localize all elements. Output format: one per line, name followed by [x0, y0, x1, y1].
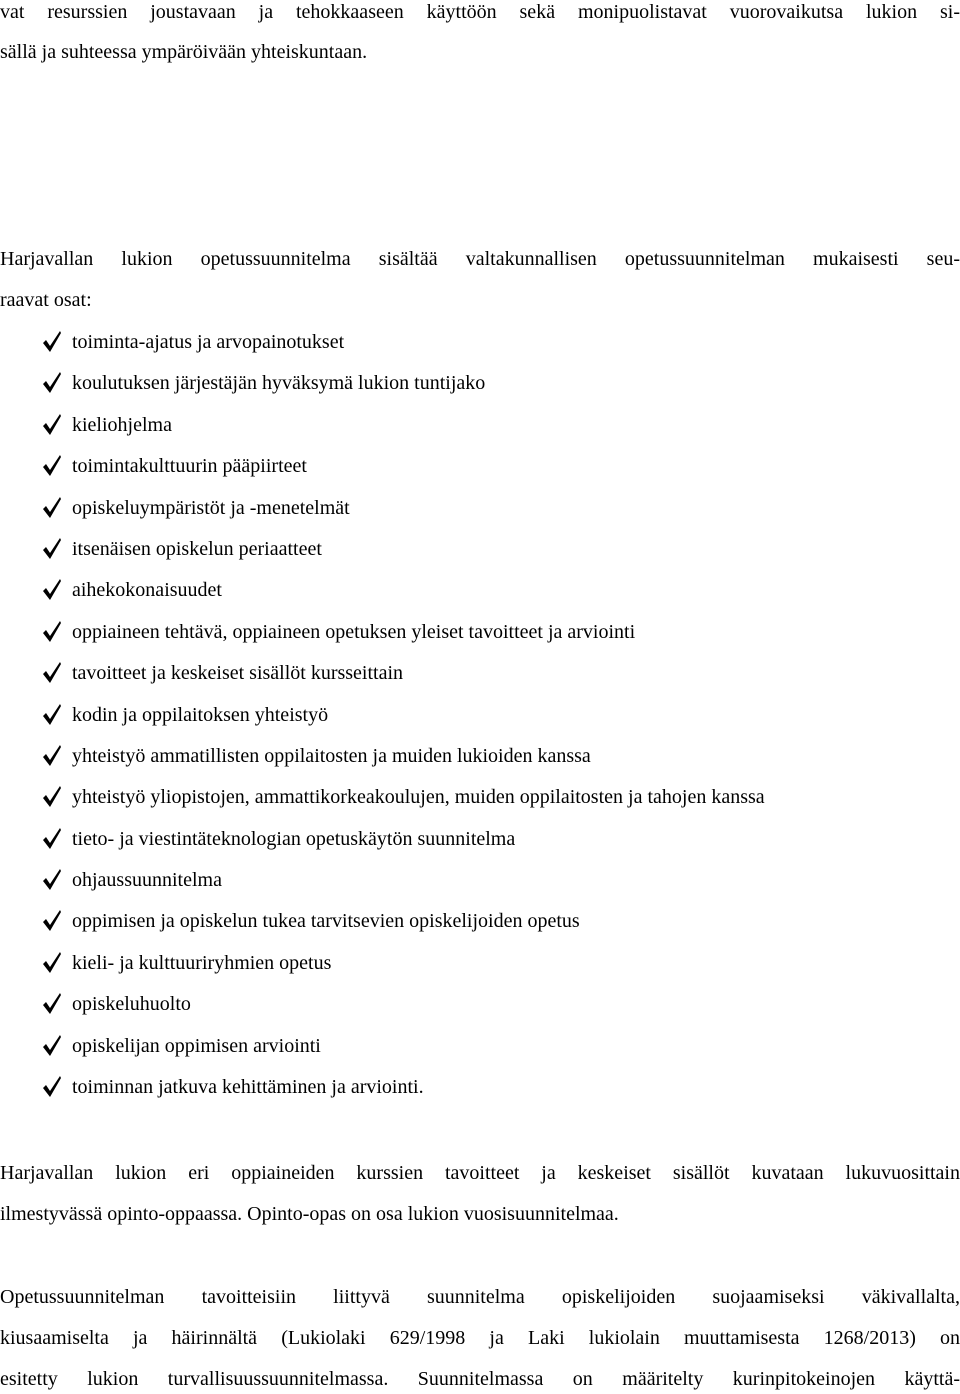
- list-item-text: yhteistyö ammatillisten oppilaitosten ja muiden lukioiden kanssa: [72, 744, 591, 767]
- checkmark-icon: [42, 826, 62, 852]
- checkmark-icon: [42, 660, 62, 686]
- checkmark-icon: [42, 743, 62, 769]
- list-item-text: kieliohjelma: [72, 413, 172, 436]
- list-item-text: yhteistyö yliopistojen, ammattikorkeakoulujen, muiden oppilaitosten ja tahojen kanssa: [72, 786, 765, 809]
- checkmark-icon: [42, 702, 62, 728]
- safety-line-3: esitetty lukion turvallisuussuunnitelmassa. Suunnitelmassa on määritelty kurinpitokeinojen käyttä-: [0, 1368, 960, 1390]
- checkmark-icon: [42, 619, 62, 645]
- checkmark-icon: [42, 991, 62, 1017]
- checkmark-icon: [42, 495, 62, 521]
- contents-intro-line-1: Harjavallan lukion opetussuunnitelma sisältää valtakunnallisen opetussuunnitelman mukaisesti seu-: [0, 248, 960, 270]
- safety-line-1: Opetussuunnitelman tavoitteisiin liittyvä suunnitelma opiskelijoiden suojaamiseksi väkivallalta,: [0, 1286, 960, 1308]
- list-item-text: opiskeluhuolto: [72, 993, 191, 1016]
- courses-line-1: Harjavallan lukion eri oppiaineiden kurssien tavoitteet ja keskeiset sisällöt kuvataan lukuvuosittain: [0, 1162, 960, 1184]
- intro-line-2: sällä ja suhteessa ympäröivään yhteiskuntaan.: [0, 41, 368, 63]
- safety-line-2: kiusaamiselta ja häirinnältä (Lukiolaki 629/1998 ja Laki lukiolain muuttamisesta 1268/2013) on: [0, 1327, 960, 1349]
- list-item-text: toiminta-ajatus ja arvopainotukset: [72, 331, 345, 353]
- list-item-text: kodin ja oppilaitoksen yhteistyö: [72, 703, 329, 726]
- list-item-text: oppimisen ja opiskelun tukea tarvitsevien opiskelijoiden opetus: [72, 910, 580, 933]
- list-item-text: itsenäisen opiskelun periaatteet: [72, 537, 322, 560]
- checkmark-icon: [42, 1074, 62, 1100]
- list-item-text: kieli- ja kulttuuriryhmien opetus: [72, 951, 332, 974]
- intro-line-1: vat resurssien joustavaan ja tehokkaaseen käyttöön sekä monipuolistavat vuorovaikutsa lukion si-: [0, 1, 960, 23]
- courses-line-2: ilmestyvässä opinto-oppaassa. Opinto-opas on osa lukion vuosisuunnitelmaa.: [0, 1203, 619, 1225]
- list-item-text: tieto- ja viestintäteknologian opetuskäytön suunnitelma: [72, 827, 516, 850]
- checkmark-icon: [42, 536, 62, 562]
- checkmark-icon: [42, 412, 62, 438]
- checkmark-icon: [42, 867, 62, 893]
- list-item-text: opiskeluympäristöt ja -menetelmät: [72, 496, 350, 519]
- checkmark-icon: [42, 908, 62, 934]
- checkmark-icon: [42, 577, 62, 603]
- list-item-text: toimintakulttuurin pääpiirteet: [72, 455, 307, 478]
- contents-intro-line-2: raavat osat:: [0, 289, 92, 311]
- checkmark-icon: [42, 329, 62, 355]
- list-item-text: toiminnan jatkuva kehittäminen ja arviointi.: [72, 1076, 424, 1099]
- checkmark-icon: [42, 950, 62, 976]
- list-item-text: tavoitteet ja keskeiset sisällöt kursseittain: [72, 662, 404, 685]
- checkmark-icon: [42, 1033, 62, 1059]
- list-item-text: ohjaussuunnitelma: [72, 869, 222, 892]
- list-item-text: opiskelijan oppimisen arviointi: [72, 1034, 321, 1057]
- checkmark-icon: [42, 453, 62, 479]
- list-item-text: koulutuksen järjestäjän hyväksymä lukion tuntijako: [72, 372, 486, 395]
- list-item-text: aihekokonaisuudet: [72, 579, 222, 602]
- checkmark-icon: [42, 784, 62, 810]
- checkmark-icon: [42, 370, 62, 396]
- list-item-text: oppiaineen tehtävä, oppiaineen opetuksen yleiset tavoitteet ja arviointi: [72, 620, 636, 643]
